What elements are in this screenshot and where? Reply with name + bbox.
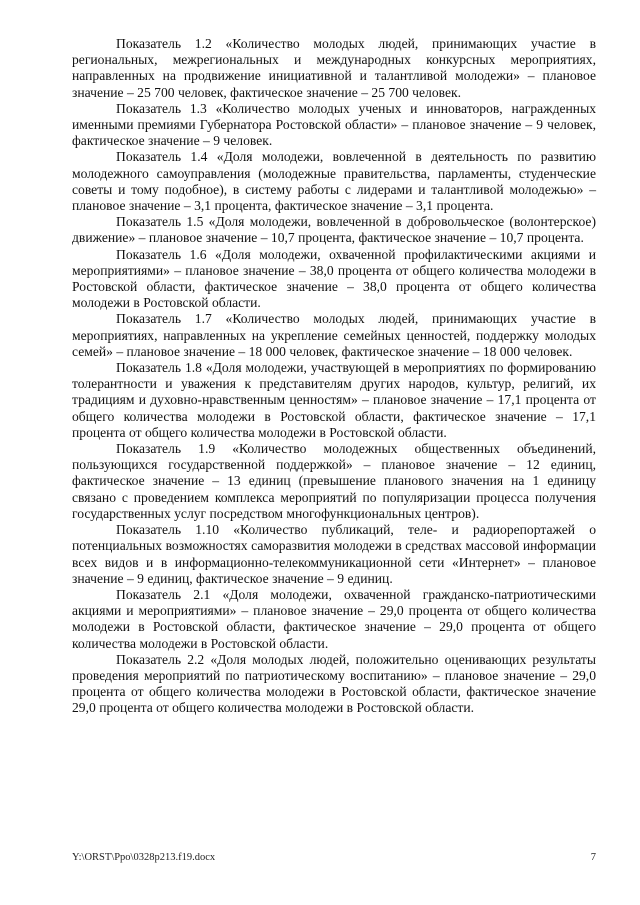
paragraph-indicator-1-4: Показатель 1.4 «Доля молодежи, вовлеченной в деятельность по развитию молодежного самоуправления (молодежные правительства, парламенты, студенческие советы и тому подобное), в систему работы с лидерами и талантливой молодежью» – плановое значение – 3,1 процента, фактическое значение – 3,1 процента. <box>72 149 596 214</box>
paragraph-indicator-1-5: Показатель 1.5 «Доля молодежи, вовлеченной в добровольческое (волонтерское) движение» – плановое значение – 10,7 процента, фактическое значение – 10,7 процента. <box>72 214 596 246</box>
paragraph-indicator-1-10: Показатель 1.10 «Количество публикаций, теле- и радиорепортажей о потенциальных возможностях саморазвития молодежи в средствах массовой информации всех видов и в информационно-телекоммуникационной сети «Интернет» – плановое значение – 9 единиц, фактическое значение – 9 единиц. <box>72 522 596 586</box>
paragraph-indicator-2-2: Показатель 2.2 «Доля молодых людей, положительно оценивающих результаты проведения мероприятий по патриотическому воспитанию» – плановое значение – 29,0 процента от общего количества молодежи в Ростовской области, фактическое значение 29,0 процента от общего количества молодежи в Ростовской области. <box>72 651 596 716</box>
paragraph-indicator-1-7: Показатель 1.7 «Количество молодых людей, принимающих участие в мероприятиях, направленных на укрепление семейных ценностей, поддержку молодых семей» – плановое значение – 18 000 человек, фактическое значение – 18 000 человек. <box>72 311 596 359</box>
paragraph-indicator-1-8: Показатель 1.8 «Доля молодежи, участвующей в мероприятиях по формированию толерантности и уважения к представителям других народов, культур, религий, их традициям и духовно-нравственным ценностям» – плановое значение – 17,1 процента от общего количества молодежи в Ростовской области, фактическое значение – 17,1 процента от общего количества молодежи в Ростовской области. <box>72 360 596 440</box>
paragraph-indicator-1-6: Показатель 1.6 «Доля молодежи, охваченной профилактическими акциями и мероприятиями» – плановое значение – 38,0 процента от общего количества молодежи в Ростовской области, фактическое значение – 38,0 процента от общего количества молодежи в Ростовской области. <box>72 246 596 311</box>
paragraph-indicator-2-1: Показатель 2.1 «Доля молодежи, охваченной гражданско-патриотическими акциями и мероприятиями» – плановое значение – 29,0 процента от общего количества молодежи в Ростовской области, фактическое значение – 29,0 процента от общего количества молодежи в Ростовской области. <box>72 586 596 651</box>
paragraph-indicator-1-3: Показатель 1.3 «Количество молодых ученых и инноваторов, награжденных именными премиями Губернатора Ростовской области» – плановое значение – 9 человек, фактическое значение – 9 человек. <box>72 100 596 149</box>
page-number: 7 <box>590 852 596 863</box>
paragraph-indicator-1-2: Показатель 1.2 «Количество молодых людей, принимающих участие в региональных, межрегиональных и международных конкурсных мероприятиях, направленных на продвижение инициативной и талантливой молодежи» – плановое значение – 25 700 человек, фактическое значение – 25 700 человек. <box>72 36 596 100</box>
paragraph-indicator-1-9: Показатель 1.9 «Количество молодежных общественных объединений, пользующихся государственной поддержкой» – плановое значение – 12 единиц, фактическое значение – 13 единиц (превышение планового значения на 1 единицу связано с проведением комплекса мероприятий по популяризации процесса получения государственных услуг посредством многофункциональных центров). <box>72 441 596 521</box>
footer-file-path: Y:\ORST\Ppo\0328p213.f19.docx <box>72 852 216 863</box>
document-body <box>72 36 596 717</box>
page-footer <box>72 852 596 863</box>
